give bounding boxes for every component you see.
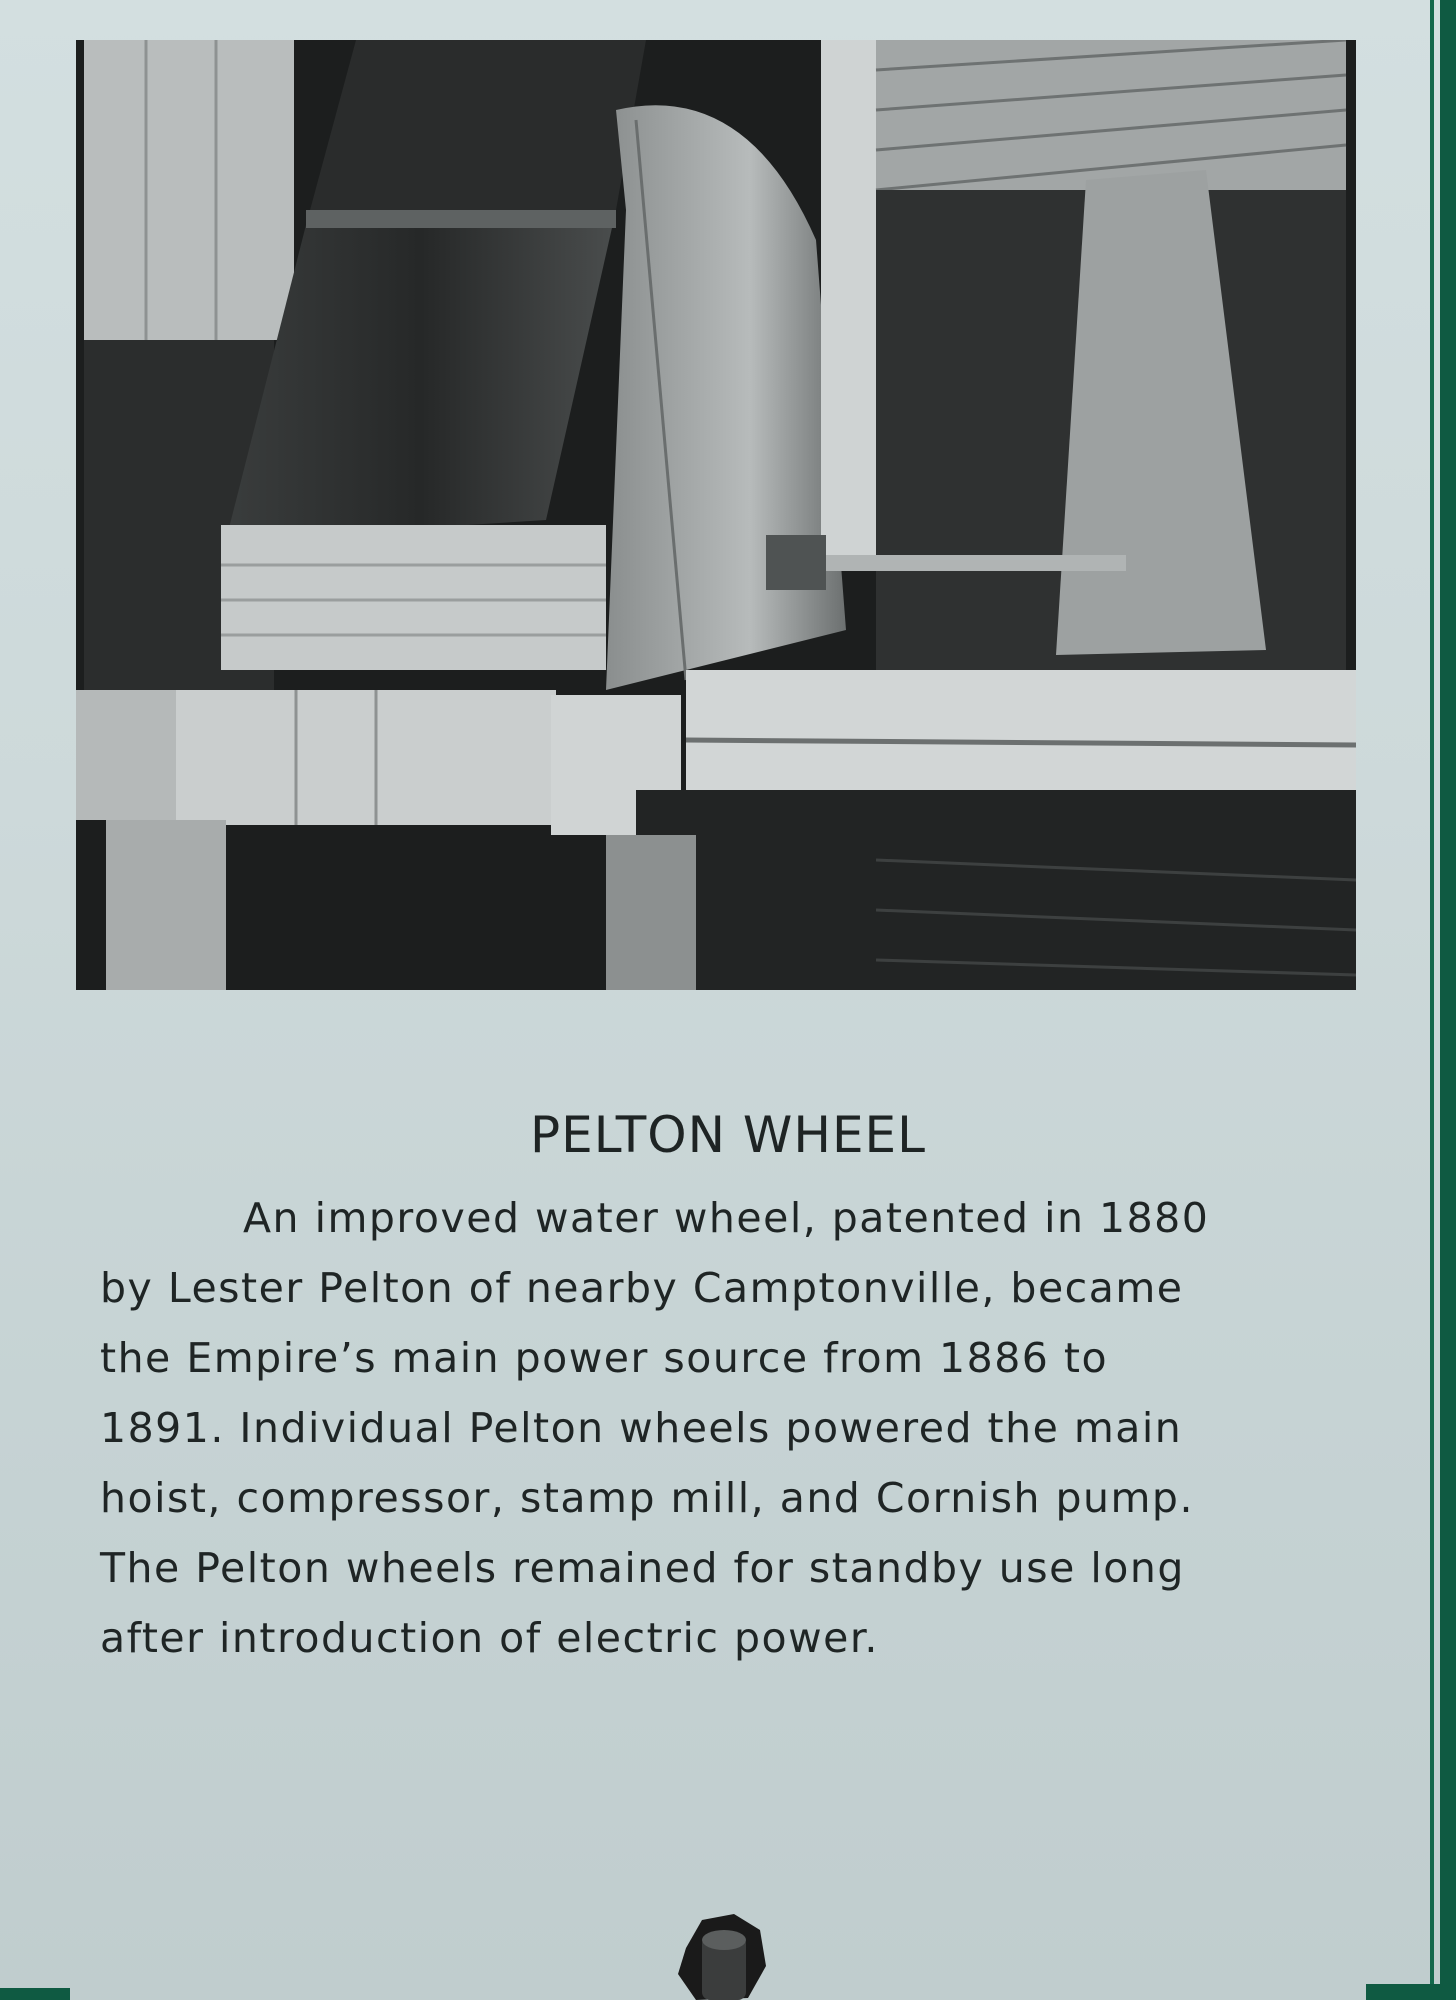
sign-frame-bottom-right: [1366, 1984, 1456, 2000]
paragraph-line: the Empire’s main power source from 1886 to: [100, 1334, 1109, 1382]
sign-frame-bottom-left: [0, 1988, 70, 2000]
paragraph-line: 1891. Individual Pelton wheels powered the main: [100, 1404, 1183, 1452]
sign-title: PELTON WHEEL: [530, 1105, 926, 1164]
paragraph-line: by Lester Pelton of nearby Camptonville, became: [100, 1264, 1184, 1312]
paragraph-line: after introduction of electric power.: [100, 1614, 879, 1662]
sign-frame-right-inner: [1430, 0, 1434, 1990]
sign-frame-right: [1440, 0, 1456, 2000]
paragraph-line: The Pelton wheels remained for standby use long: [100, 1544, 1185, 1592]
paragraph-line: hoist, compressor, stamp mill, and Cornish pump.: [100, 1474, 1194, 1522]
historic-photo-pelton-wheel: [76, 40, 1356, 990]
sign-paragraph: [100, 1183, 1350, 1673]
mounting-bolt-icon: [672, 1908, 772, 2000]
paragraph-line: An improved water wheel, patented in 1880: [243, 1194, 1210, 1242]
